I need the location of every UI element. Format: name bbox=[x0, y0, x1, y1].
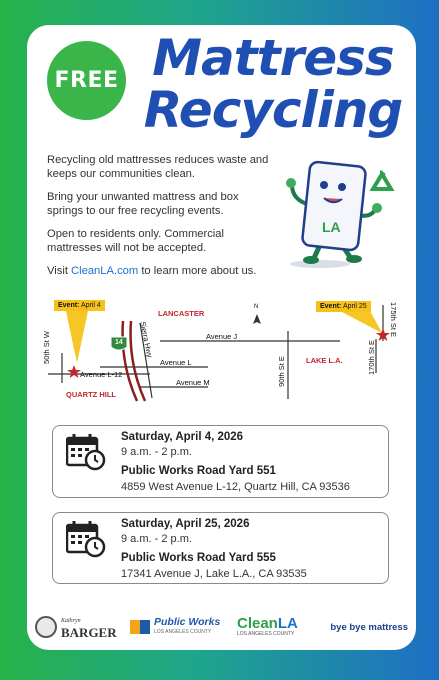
intro-text bbox=[47, 154, 277, 289]
intro-paragraph-2: Bring your unwanted mattress and box springs to our free recycling events. bbox=[47, 191, 239, 217]
map-label-avenue-l12: Avenue L-12 bbox=[80, 370, 123, 379]
cleanla-logo: CleanLA LOS ANGELES COUNTY bbox=[237, 615, 298, 637]
public-works-logo: Public Works LOS ANGELES COUNTY bbox=[130, 612, 220, 642]
mattress-mascot bbox=[270, 150, 410, 270]
title-line-2: Recycling bbox=[143, 81, 403, 139]
map-label-50th-st: 50th St W bbox=[41, 331, 51, 364]
event-address: 17341 Avenue J, Lake L.A., CA 93535 bbox=[121, 568, 307, 580]
event-place: Public Works Road Yard 555 bbox=[121, 552, 276, 564]
intro-visit: Visit CleanLA.com to learn more about us. bbox=[47, 265, 257, 277]
location-map bbox=[40, 293, 402, 405]
calendar-clock-icon bbox=[66, 433, 106, 471]
event-time: 9 a.m. - 2 p.m. bbox=[121, 446, 192, 458]
map-label-avenue-m: Avenue M bbox=[176, 378, 210, 387]
map-label-quartz-hill: QUARTZ HILL bbox=[66, 390, 116, 399]
map-label-90th-st: 90th St E bbox=[276, 356, 286, 387]
intro-paragraph-3: Open to residents only. Commercial mattresses will not be accepted. bbox=[47, 228, 224, 254]
sponsor-logos bbox=[35, 612, 410, 642]
event-date: Saturday, April 4, 2026 bbox=[121, 431, 244, 443]
map-label-170th-st: 170th St E bbox=[367, 339, 377, 376]
map-label-avenue-j: Avenue J bbox=[206, 332, 238, 341]
event-tag-april-25: Event: April 25 bbox=[316, 301, 371, 312]
map-label-sierra-hwy: Sierra Hwy bbox=[138, 320, 155, 359]
event-place: Public Works Road Yard 551 bbox=[121, 465, 276, 477]
barger-logo: Kathryn BARGER bbox=[35, 612, 117, 642]
map-label-lancaster: LANCASTER bbox=[158, 309, 205, 318]
free-badge: FREE bbox=[47, 41, 126, 120]
compass-north: N bbox=[254, 304, 259, 310]
event-time: 9 a.m. - 2 p.m. bbox=[121, 533, 192, 545]
event-address: 4859 West Avenue L-12, Quartz Hill, CA 93536 bbox=[121, 481, 350, 493]
mascot-la-label: LA bbox=[322, 219, 341, 235]
cleanla-link[interactable]: CleanLA.com bbox=[71, 265, 139, 277]
calendar-clock-icon bbox=[66, 520, 106, 558]
map-label-lake-la: LAKE L.A. bbox=[306, 356, 343, 365]
event-tag-april-4: Event: April 4 bbox=[54, 300, 105, 311]
bye-bye-mattress-logo: bye bye mattress bbox=[330, 621, 408, 633]
page-title bbox=[138, 29, 408, 139]
event-date: Saturday, April 25, 2026 bbox=[121, 518, 250, 530]
map-label-175th-st: 175th St E bbox=[389, 301, 399, 338]
public-works-mark-icon bbox=[130, 620, 150, 634]
map-label-avenue-l: Avenue L bbox=[160, 358, 192, 367]
hwy-14-shield: 14 bbox=[115, 339, 123, 346]
intro-paragraph-1: Recycling old mattresses reduces waste and keeps our communities clean. bbox=[47, 154, 269, 180]
event-card-1 bbox=[52, 425, 389, 498]
event-card-2 bbox=[52, 512, 389, 584]
title-line-1: Mattress bbox=[152, 29, 394, 87]
recycle-icon bbox=[373, 170, 391, 189]
county-seal-icon bbox=[35, 616, 57, 638]
